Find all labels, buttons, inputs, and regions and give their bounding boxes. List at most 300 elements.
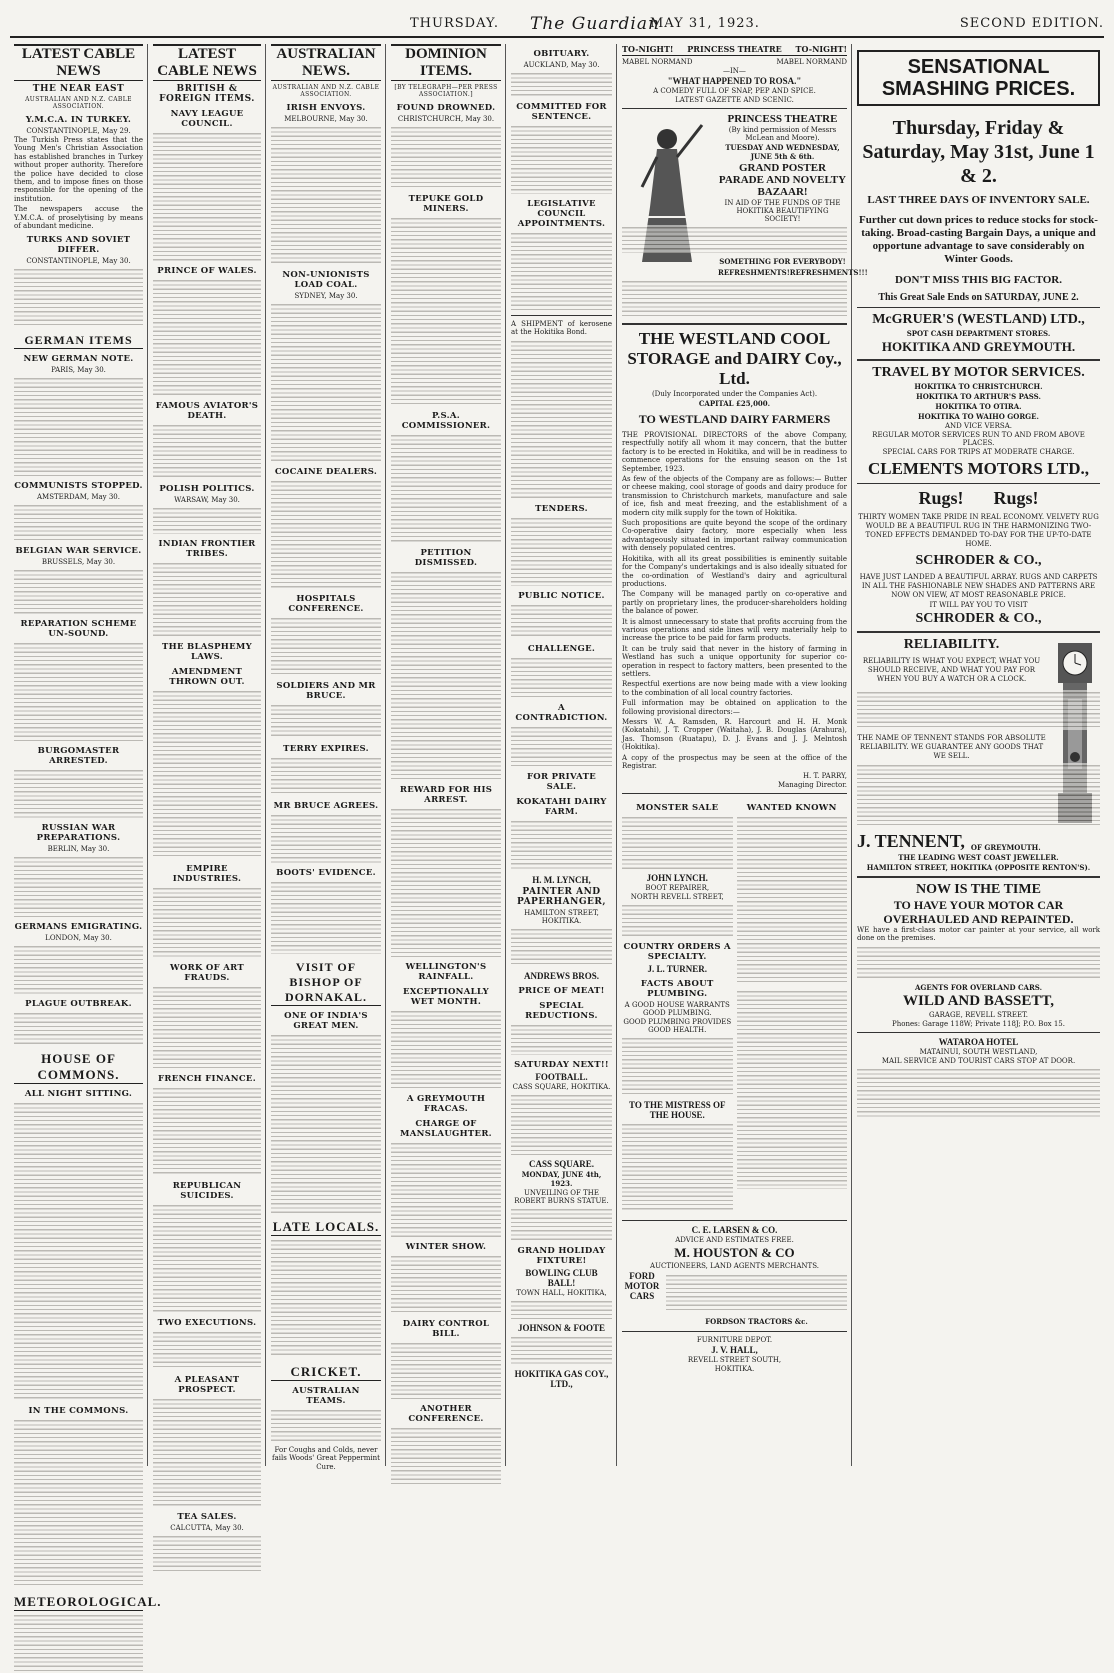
headline-greymouth-fracas: A GREYMOUTH FRACAS. bbox=[406, 1094, 486, 1114]
headline-wellington-rainfall: WELLINGTON'S RAINFALL. bbox=[405, 962, 487, 982]
dateline: PARIS, May 30. bbox=[51, 366, 106, 375]
headline-india-great-men: ONE OF INDIA'S GREAT MEN. bbox=[284, 1011, 368, 1031]
wanted-known: WANTED KNOWN bbox=[746, 803, 837, 814]
article-text-block bbox=[153, 1203, 261, 1313]
dateline: AUCKLAND, May 30. bbox=[523, 61, 600, 69]
headline-amendment: AMENDMENT THROWN OUT. bbox=[169, 667, 245, 687]
to-westland-farmers: TO WESTLAND DAIRY FARMERS bbox=[638, 412, 831, 426]
masthead-day: THURSDAY. bbox=[410, 16, 499, 31]
vice-versa: AND VICE VERSA. bbox=[944, 422, 1013, 430]
dont-miss: DON'T MISS THIS BIG FACTOR. bbox=[895, 274, 1062, 286]
article-text-block bbox=[14, 267, 143, 327]
article-text-block bbox=[153, 1086, 261, 1176]
price-of-meat: PRICE OF MEAT! bbox=[518, 985, 605, 996]
classified-ads-block bbox=[511, 927, 612, 967]
divider bbox=[857, 483, 1100, 484]
tennent-address: HAMILTON STREET, HOKITIKA (OPPOSITE RENTON'S). bbox=[866, 863, 1091, 872]
banner-latest-cable-news: LATEST CABLE NEWS bbox=[153, 44, 261, 81]
rugs-thirty: THIRTY WOMEN TAKE PRIDE IN REAL ECONOMY. VELVETY RUG WOULD BE A BEAUTIFUL RUG IN THE HARMONIZING TWO-TONED EFFECTS DEMANDED TO-DAY FOR THE UP-TO-DATE HOME. bbox=[858, 513, 1099, 548]
film-comedy: A COMEDY FULL OF SNAP, PEP AND SPICE. bbox=[653, 87, 816, 95]
headline-two-executions: TWO EXECUTIONS. bbox=[157, 1318, 257, 1328]
bazaar-aid: IN AID OF THE FUNDS OF THE HOKITIKA BEAUTIFYING SOCIETY! bbox=[724, 199, 841, 223]
headline-wet-month: EXCEPTIONALLY WET MONTH. bbox=[402, 987, 489, 1007]
column-latest-cable-near-east bbox=[10, 44, 162, 1610]
headline-indian-frontier: INDIAN FRONTIER TRIBES. bbox=[158, 539, 256, 559]
tennent-details bbox=[857, 690, 1100, 730]
princess-bazaar-title: PRINCESS THEATRE bbox=[727, 113, 838, 125]
dateline: MELBOURNE, May 30. bbox=[284, 115, 368, 123]
article-text: The newspapers accuse the Y.M.C.A. of proselytising by means of abundant medicine. bbox=[14, 205, 143, 231]
westland-incorporated: (Duly Incorporated under the Companies Act). bbox=[651, 390, 818, 398]
wataroa-hotel: WATAROA HOTEL bbox=[938, 1036, 1019, 1047]
article-text-block bbox=[153, 131, 261, 261]
headline-french-finance: FRENCH FINANCE. bbox=[158, 1074, 256, 1084]
banner-house-of-commons: HOUSE OF COMMONS. bbox=[14, 1051, 143, 1084]
headline-terry: TERRY EXPIRES. bbox=[283, 744, 369, 754]
bowling-club-ball: BOWLING CLUB BALL! bbox=[525, 1267, 598, 1288]
larsen-co: C. E. LARSEN & CO. bbox=[691, 1225, 778, 1236]
jl-turner: J. L. TURNER. bbox=[647, 964, 708, 975]
schroder-co-2: SCHRODER & CO., bbox=[915, 611, 1042, 626]
prospectus-paragraph: Hokitika, with all its great possibilities is eminently suitable for the Company's undertakings and is also ideally situated for the co-ordination of Westland's dairy and agricultural productions. bbox=[622, 554, 847, 588]
ford-ad bbox=[622, 1271, 847, 1327]
article-text-block bbox=[271, 1033, 381, 1213]
ford-block bbox=[622, 1271, 662, 1327]
divider bbox=[857, 307, 1100, 308]
tennent-name-row bbox=[857, 831, 1100, 852]
mcgruers: McGRUER'S (WESTLAND) LTD., bbox=[872, 312, 1085, 327]
hokitika-gas-coy: HOKITIKA GAS COY., LTD., bbox=[514, 1368, 609, 1389]
classified-ads-block bbox=[511, 725, 612, 767]
article-text-block bbox=[271, 1408, 381, 1442]
divider bbox=[622, 108, 847, 109]
tennent-name: J. TENNENT, bbox=[857, 831, 965, 851]
monday-june-4: MONDAY, JUNE 4th, 1923. bbox=[521, 1169, 602, 1188]
article-text-block bbox=[391, 1009, 501, 1089]
article-text-block bbox=[511, 71, 612, 97]
prospectus-paragraph: The Company will be managed partly on co-operative and partly on proprietary lines, the producer-shareholders holding the balance of power. bbox=[622, 590, 847, 616]
headline-reparation: REPARATION SCHEME UN-SOUND. bbox=[20, 619, 137, 640]
special-reductions: SPECIAL REDUCTIONS. bbox=[525, 1000, 598, 1021]
houston-co: M. HOUSTON & CO bbox=[674, 1245, 795, 1261]
divider bbox=[622, 1331, 847, 1332]
refreshments-right: REFRESHMENTS!!! bbox=[789, 268, 868, 277]
classified-ads-block bbox=[622, 1036, 733, 1096]
divider bbox=[622, 323, 847, 325]
banner-meteorological: METEOROLOGICAL. bbox=[14, 1594, 162, 1610]
route-christchurch: HOKITIKA TO CHRISTCHURCH. bbox=[914, 382, 1043, 391]
masthead bbox=[10, 14, 1104, 38]
princess-theatre-title: PRINCESS THEATRE bbox=[687, 44, 782, 54]
peppermint-cure-ad: For Coughs and Colds, never fails Woods' Great Peppermint Cure. bbox=[272, 1446, 380, 1471]
headline-germans-emigrating: GERMANS EMIGRATING. bbox=[14, 922, 143, 933]
article-text-block bbox=[14, 1101, 143, 1401]
lower-ads-right bbox=[737, 798, 848, 1216]
article-text-block bbox=[153, 561, 261, 637]
article-text-block bbox=[391, 1254, 501, 1314]
theatre-bar bbox=[622, 44, 847, 56]
banner-dominion-items: DOMINION ITEMS. bbox=[391, 44, 501, 81]
prospectus-paragraph: It is almost unnecessary to state that profits accruing from the various operations and side lines will very materially help to increase the price to be paid for farm products. bbox=[622, 617, 847, 643]
banner-latest-cable-news: LATEST CABLE NEWS bbox=[14, 44, 143, 81]
article-text-block bbox=[391, 125, 501, 189]
article-text-block bbox=[14, 503, 143, 541]
schroder-co: SCHRODER & CO., bbox=[915, 553, 1042, 568]
article-text-block bbox=[153, 278, 261, 396]
boot-repairer: BOOT REPAIRER, bbox=[645, 884, 710, 893]
headline-australian-teams: AUSTRALIAN TEAMS. bbox=[292, 1386, 360, 1406]
headline-winter-show: WINTER SHOW. bbox=[405, 1242, 487, 1252]
headline-russian: RUSSIAN WAR PREPARATIONS. bbox=[36, 823, 121, 844]
article-text-block bbox=[14, 944, 143, 994]
column-advertisements-centre bbox=[618, 44, 868, 1466]
jv-hall: J. V. HALL, bbox=[711, 1345, 758, 1356]
classified-ads-block bbox=[511, 1335, 612, 1365]
refreshments-row bbox=[718, 268, 868, 277]
classified-ads-block bbox=[511, 1207, 612, 1241]
cars-label: CARS bbox=[629, 1291, 655, 1302]
headline-aviator-death: FAMOUS AVIATOR'S DEATH. bbox=[155, 401, 259, 421]
heading-kokatahi-farm: KOKATAHI DAIRY FARM. bbox=[516, 796, 607, 817]
lynch-painter-name: H. M. LYNCH, bbox=[532, 874, 591, 885]
classified-ads-block bbox=[511, 1093, 612, 1155]
tennent-details bbox=[857, 763, 1100, 827]
headline-burgomaster: BURGOMASTER ARRESTED. bbox=[37, 746, 120, 767]
special-cars: SPECIAL CARS FOR TRIPS AT MODERATE CHARGE. bbox=[882, 448, 1075, 456]
last-three-days: LAST THREE DAYS OF INVENTORY SALE. bbox=[867, 194, 1090, 206]
tonight-right: TO-NIGHT! bbox=[795, 44, 847, 54]
article-text-block bbox=[153, 506, 261, 534]
classified-ads-block bbox=[622, 903, 733, 937]
article-text-block bbox=[391, 807, 501, 957]
article-text-block bbox=[391, 570, 501, 780]
headline-petition-dismissed: PETITION DISMISSED. bbox=[414, 548, 478, 568]
ford-details bbox=[666, 1271, 847, 1327]
headline-polish-politics: POLISH POLITICS. bbox=[159, 484, 255, 494]
headline-boots-evidence: BOOTS' EVIDENCE. bbox=[276, 868, 376, 878]
larsen-advice: ADVICE AND ESTIMATES FREE. bbox=[675, 1236, 794, 1245]
dateline: BRUSSELS, May 30. bbox=[41, 558, 116, 567]
saturday-next: SATURDAY NEXT!! bbox=[514, 1059, 609, 1070]
furniture-depot: FURNITURE DEPOT. bbox=[696, 1336, 773, 1345]
section-german-items: GERMAN ITEMS bbox=[14, 333, 143, 349]
john-lynch: JOHN LYNCH. bbox=[646, 873, 708, 884]
headline-tea-sales: TEA SALES. bbox=[177, 1512, 237, 1522]
divider bbox=[857, 631, 1100, 633]
column-british-foreign bbox=[149, 44, 266, 1532]
heading-private-sale: FOR PRIVATE SALE. bbox=[526, 771, 597, 792]
article-text-block bbox=[153, 423, 261, 479]
film-title: "WHAT HAPPENED TO ROSA." bbox=[667, 76, 802, 86]
westland-capital: CAPITAL £25,000. bbox=[698, 399, 771, 408]
rugs-right: Rugs! bbox=[993, 488, 1039, 508]
article-text-block bbox=[271, 813, 381, 863]
press-association: [BY TELEGRAPH—PER PRESS ASSOCIATION.] bbox=[394, 84, 498, 98]
article-text-block bbox=[14, 855, 143, 917]
classified-shipment: A SHIPMENT of kerosene at the Hokitika Bond. bbox=[511, 320, 612, 337]
headline-dairy-control: DAIRY CONTROL BILL. bbox=[402, 1319, 490, 1339]
something-for-everybody: SOMETHING FOR EVERYBODY! bbox=[719, 257, 846, 266]
dateline: CONSTANTINOPLE, May 29. bbox=[26, 127, 131, 135]
article-text-block bbox=[153, 1534, 261, 1574]
banner-late-locals: LATE LOCALS. bbox=[272, 1219, 380, 1234]
article-text-block bbox=[271, 703, 381, 739]
hokitika-greymouth: HOKITIKA AND GREYMOUTH. bbox=[881, 339, 1076, 354]
divider bbox=[622, 1220, 847, 1221]
bazaar-permission: (By kind permission of Messrs McLean and Moore). bbox=[728, 126, 837, 142]
garage-revell: GARAGE, REVELL STREET. bbox=[928, 1010, 1028, 1019]
agents-overland: AGENTS FOR OVERLAND CARS. bbox=[914, 982, 1043, 992]
reliability-heading: RELIABILITY. bbox=[903, 637, 1000, 652]
headline-art-frauds: WORK OF ART FRAUDS. bbox=[170, 963, 244, 983]
divider bbox=[622, 793, 847, 794]
column-australian-news bbox=[267, 44, 386, 1471]
film-gazette: LATEST GAZETTE AND SCENIC. bbox=[675, 96, 794, 104]
headline-turks-soviet: TURKS AND SOVIET DIFFER. bbox=[26, 235, 131, 256]
article-text-block bbox=[14, 1418, 143, 1588]
dateline: LONDON, May 30. bbox=[45, 934, 112, 943]
north-revell-street: NORTH REVELL STREET, bbox=[630, 893, 724, 902]
headline-all-night: ALL NIGHT SITTING. bbox=[24, 1089, 133, 1100]
headline-belgian: BELGIAN WAR SERVICE. bbox=[15, 546, 142, 557]
good-house-plumbing: A GOOD HOUSE WARRANTS GOOD PLUMBING. bbox=[624, 1001, 730, 1018]
headline-in-commons: IN THE COMMONS. bbox=[28, 1406, 129, 1417]
theatre-stars bbox=[622, 58, 847, 66]
monster-sale: MONSTER SALE bbox=[636, 803, 719, 814]
headline-pleasant-prospect: A PLEASANT PROSPECT. bbox=[174, 1375, 240, 1395]
article-text-block bbox=[153, 886, 261, 958]
bazaar-details bbox=[622, 225, 847, 253]
article-text-block bbox=[271, 880, 381, 954]
article-text-block bbox=[511, 124, 612, 194]
headline-empire-industries: EMPIRE INDUSTRIES. bbox=[172, 864, 242, 884]
masthead-date: MAY 31, 1923. bbox=[650, 16, 760, 31]
headline-manslaughter: CHARGE OF MANSLAUGHTER. bbox=[400, 1119, 492, 1139]
article-text-block bbox=[511, 231, 612, 311]
phones: Phones: Garage 118W; Private 118J; P.O. Box 15. bbox=[892, 1019, 1065, 1028]
provisional-directors: Messrs W. A. Ramsden, R. Harcourt and H. H. Monk (Kokatahi), J. T. Cropper (Waitaha), J. B. Douglas (Arahura), Jas. Thomson (Ruatapu), D. J. Evans and J. J. Melntosh (Hokitika). bbox=[622, 718, 847, 752]
pay-to-visit: IT WILL PAY YOU TO VISIT bbox=[929, 601, 1028, 609]
rugs-left: Rugs! bbox=[918, 488, 964, 508]
classified-ads-block bbox=[511, 819, 612, 871]
johnson-foote: JOHNSON & FOOTE bbox=[517, 1322, 605, 1333]
wataroa-location: MATAINUI, SOUTH WESTLAND, bbox=[919, 1047, 1038, 1056]
dateline: CHRISTCHURCH, May 30. bbox=[397, 115, 495, 123]
headline-cocaine: COCAINE DEALERS. bbox=[274, 467, 378, 477]
theatre-in: —IN— bbox=[723, 67, 746, 75]
headline-committed: COMMITTED FOR SENTENCE. bbox=[516, 102, 607, 122]
westland-cool-storage-title: THE WESTLAND COOL STORAGE and DAIRY Coy., Ltd. bbox=[627, 329, 842, 388]
andrews-bros: ANDREWS BROS. bbox=[523, 970, 599, 981]
mistress-of-house: TO THE MISTRESS OF THE HOUSE. bbox=[629, 1100, 726, 1121]
cable-association: AUSTRALIAN AND N.Z. CABLE ASSOCIATION. bbox=[25, 96, 132, 110]
leading-jeweller: THE LEADING WEST COAST JEWELLER. bbox=[898, 853, 1059, 862]
column-advertisements-right bbox=[853, 44, 1104, 1466]
article-text-block bbox=[14, 376, 143, 476]
headline-reward-arrest: REWARD FOR HIS ARREST. bbox=[399, 785, 493, 805]
clements-motors: CLEMENTS MOTORS LTD., bbox=[867, 459, 1090, 478]
classified-ads-block bbox=[511, 339, 612, 499]
headline-ymca: Y.M.C.A. IN TURKEY. bbox=[25, 115, 132, 125]
parry-name: H. T. PARRY, bbox=[802, 772, 847, 781]
sensational-prices-heading: SENSATIONAL SMASHING PRICES. bbox=[857, 50, 1100, 106]
grand-holiday-fixture: GRAND HOLIDAY FIXTURE! bbox=[517, 1245, 606, 1266]
tennent-guarantee: THE NAME OF TENNENT STANDS FOR ABSOLUTE RELIABILITY. WE GUARANTEE ANY GOODS THAT WE SELL. bbox=[857, 734, 1046, 760]
prospectus-copy: A copy of the prospectus may be seen at the office of the Registrar. bbox=[622, 753, 847, 771]
sale-ends: This Great Sale Ends on SATURDAY, JUNE 2. bbox=[878, 292, 1079, 303]
classified-ads-block bbox=[511, 656, 612, 698]
overhauled-repainted: TO HAVE YOUR MOTOR CAR OVERHAULED AND REPAINTED. bbox=[883, 898, 1074, 926]
article-text-block bbox=[271, 756, 381, 796]
column-dominion-items bbox=[387, 44, 506, 1466]
rugs-heading bbox=[857, 488, 1100, 509]
grand-poster-parade: GRAND POSTER PARADE AND NOVELTY BAZAAR! bbox=[718, 162, 847, 198]
route-waiho-gorge: HOKITIKA TO WAIHO GORGE. bbox=[918, 412, 1039, 421]
headline-council-appointments: LEGISLATIVE COUNCIL APPOINTMENTS. bbox=[517, 199, 606, 229]
dateline: CONSTANTINOPLE, May 30. bbox=[26, 257, 131, 266]
dateline: AMSTERDAM, May 30. bbox=[36, 493, 120, 502]
refreshments-left: REFRESHMENTS! bbox=[718, 268, 790, 277]
prospectus-paragraph: Such propositions are quite beyond the scope of the ordinary Co-operative dairy factory, more especially when less advantageously situated in important railway communication with densely populated centres. bbox=[622, 519, 847, 553]
article-text-block bbox=[14, 641, 143, 741]
mail-service: MAIL SERVICE AND TOURIST CARS STOP AT DOOR. bbox=[881, 1056, 1076, 1065]
headline-prince-of-wales: PRINCE OF WALES. bbox=[157, 266, 257, 276]
route-arthurs-pass: HOKITIKA TO ARTHUR'S PASS. bbox=[916, 392, 1041, 401]
headline-tepuke: TEPUKE GOLD MINERS. bbox=[408, 194, 484, 214]
article-text-block bbox=[271, 616, 381, 676]
classified-ads-block bbox=[737, 989, 848, 1189]
facts-plumbing: FACTS ABOUT PLUMBING. bbox=[640, 979, 714, 1000]
article-text-block bbox=[391, 1426, 501, 1486]
classified-ads-block bbox=[737, 815, 848, 985]
headline-visit-bishop: VISIT OF BISHOP OF DORNAKAL. bbox=[271, 960, 381, 1006]
headline-found-drowned: FOUND DROWNED. bbox=[396, 103, 496, 113]
lynch-painter-address: HAMILTON STREET, HOKITIKA. bbox=[524, 908, 599, 925]
lower-ads-left bbox=[622, 798, 733, 1216]
article-text-block bbox=[391, 216, 501, 406]
classified-ads-block bbox=[511, 516, 612, 586]
town-hall-hokitika: TOWN HALL, HOKITIKA, bbox=[516, 1288, 607, 1297]
article-text-block bbox=[14, 1613, 143, 1673]
dateline: CALCUTTA, May 30. bbox=[170, 1524, 244, 1532]
classified-ads-block bbox=[622, 1122, 733, 1212]
country-orders: COUNTRY ORDERS A SPECIALTY. bbox=[623, 942, 731, 963]
star-right: MABEL NORMAND bbox=[776, 58, 847, 66]
classified-ads-block bbox=[511, 603, 612, 639]
article-text: The Turkish Press states that the Young Men's Christian Association has established branches in Turkey without proper authority. Therefore the police have decided to close them, and to impose fines on those responsible for the opening of the institution. bbox=[14, 136, 143, 203]
fordson-tractors: FORDSON TRACTORS &c. bbox=[705, 1317, 808, 1327]
section-near-east: THE NEAR EAST bbox=[32, 84, 125, 94]
article-text-block bbox=[153, 1397, 261, 1507]
prospectus-paragraph: Full information may be obtained on application to the following provisional directors:— bbox=[622, 699, 847, 716]
headline-another-conference: ANOTHER CONFERENCE. bbox=[408, 1404, 484, 1424]
princess-bazaar-ad bbox=[622, 113, 868, 319]
headline-republican-suicides: REPUBLICAN SUICIDES. bbox=[172, 1181, 242, 1201]
headline-plague: PLAGUE OUTBREAK. bbox=[25, 999, 132, 1010]
houston-trade: AUCTIONEERS, LAND AGENTS MERCHANTS. bbox=[650, 1262, 819, 1271]
article-text-block bbox=[271, 302, 381, 462]
cass-square: CASS SQUARE. bbox=[528, 1158, 595, 1169]
reliability-text: RELIABILITY IS WHAT YOU EXPECT, WHAT YOU SHOULD RECEIVE, AND WHAT YOU PAY FOR WHEN YOU BUY A WATCH OR A CLOCK. bbox=[862, 657, 1041, 683]
article-text-block bbox=[391, 1141, 501, 1237]
headline-psa-commissioner: P.S.A. COMMISSIONER. bbox=[401, 411, 491, 431]
painter-service: WE have a first-class motor car painter at your service, all work done on the premises. bbox=[857, 926, 1100, 943]
article-text-block bbox=[153, 985, 261, 1069]
football-heading: FOOTBALL. bbox=[535, 1071, 588, 1082]
tonight-left: TO-NIGHT! bbox=[622, 44, 674, 54]
article-text-block bbox=[271, 479, 381, 589]
classified-ads-block bbox=[666, 1273, 847, 1313]
now-is-the-time: NOW IS THE TIME bbox=[916, 882, 1041, 897]
divider bbox=[857, 1032, 1100, 1033]
article-text-block bbox=[271, 1238, 381, 1358]
headline-communists: COMMUNISTS STOPPED. bbox=[14, 481, 143, 492]
wild-bassett: WILD AND BASSETT, bbox=[902, 992, 1055, 1009]
article-text-block bbox=[14, 1011, 143, 1045]
dateline: SYDNEY, May 30. bbox=[294, 292, 358, 300]
heading-public-notice: PUBLIC NOTICE. bbox=[518, 590, 605, 601]
tennent-greymouth: OF GREYMOUTH. bbox=[970, 843, 1041, 852]
headline-non-unionists: NON-UNIONISTS LOAD COAL. bbox=[282, 270, 370, 290]
dateline: BERLIN, May 30. bbox=[47, 845, 110, 854]
headline-blasphemy: THE BLASPHEMY LAWS. bbox=[162, 642, 252, 662]
heading-challenge: CHALLENGE. bbox=[527, 643, 596, 654]
garage-details bbox=[857, 945, 1100, 979]
article-text-block bbox=[391, 1341, 501, 1399]
cable-association: AUSTRALIAN AND N.Z. CABLE ASSOCIATION. bbox=[272, 84, 380, 98]
regular-services: REGULAR MOTOR SERVICES RUN TO AND FROM ABOVE PLACES. bbox=[872, 431, 1085, 447]
heading-contradiction: A CONTRADICTION. bbox=[515, 702, 608, 723]
hotel-details bbox=[857, 1067, 1100, 1117]
route-otira: HOKITIKA TO OTIRA. bbox=[935, 402, 1022, 411]
classified-ads-block bbox=[511, 1299, 612, 1319]
article-text-block bbox=[271, 125, 381, 265]
dateline: WARSAW, May 30. bbox=[174, 496, 240, 504]
cass-square-hokitika: CASS SQUARE, HOKITIKA. bbox=[512, 1082, 611, 1091]
unveiling-burns-statue: UNVEILING OF THE ROBERT BURNS STATUE. bbox=[514, 1188, 609, 1205]
divider bbox=[857, 876, 1100, 878]
section-british-foreign: BRITISH & FOREIGN ITEMS. bbox=[159, 84, 255, 104]
article-text-block bbox=[14, 768, 143, 818]
further-cut-down: Further cut down prices to reduce stocks for stock-taking. Broad-casting Bargain Days, a unique and opportune advantage to save considerably on Winter Goods. bbox=[859, 214, 1098, 265]
bazaar-days: TUESDAY AND WEDNESDAY, JUNE 5th & 6th. bbox=[725, 143, 840, 161]
headline-bruce-agrees: MR BRUCE AGREES. bbox=[273, 801, 379, 811]
prospectus-paragraph: Respectful exertions are now being made with a view looking to the combination of all local country factories. bbox=[622, 680, 847, 697]
prospectus-paragraph: As few of the objects of the Company are as follows:— Butter or cheese making, cool storage of goods and dairy produce for transmission to Christchurch markets, manufacture and sale of ice, fish and meat freezing, and the establishment of a modern city milk supply for the town of Hokitika. bbox=[622, 475, 847, 517]
good-plumbing-health: GOOD PLUMBING PROVIDES GOOD HEALTH. bbox=[623, 1018, 732, 1035]
masthead-edition: SECOND EDITION. bbox=[959, 16, 1104, 31]
tennent-ad bbox=[857, 637, 1100, 872]
article-text-block bbox=[153, 1330, 261, 1370]
lynch-painter-trade: PAINTER AND PAPERHANGER, bbox=[516, 886, 607, 907]
headline-obituary: OBITUARY. bbox=[533, 49, 590, 59]
sale-days: Thursday, Friday & Saturday, May 31st, June 1 & 2. bbox=[862, 117, 1095, 187]
banner-cricket: CRICKET. bbox=[271, 1364, 381, 1381]
prospectus-paragraph: It can be truly said that never in the history of farming in Westland has such a unique opportunity for superior co-operation in respect to factory matters, been presented to the settlers. bbox=[622, 644, 847, 678]
motor-label: MOTOR bbox=[624, 1281, 660, 1292]
headline-hospitals: HOSPITALS CONFERENCE. bbox=[288, 594, 364, 614]
headline-navy-league: NAVY LEAGUE COUNCIL. bbox=[170, 109, 244, 129]
divider bbox=[511, 315, 612, 316]
prospectus-paragraph: THE PROVISIONAL DIRECTORS of the above Company, respectfully notify all whom it may concern, that the butter factory is to be erected in Hokitika, and will be in readiness to commence operations for the ensuing season on the 1st September, 1923. bbox=[622, 431, 847, 473]
heading-tenders: TENDERS. bbox=[535, 503, 588, 514]
article-text-block bbox=[391, 433, 501, 543]
banner-australian-news: AUSTRALIAN NEWS. bbox=[271, 44, 381, 81]
parry-role: Managing Director. bbox=[777, 781, 847, 790]
column-local-notices bbox=[507, 44, 617, 1466]
classified-ads-block bbox=[622, 815, 733, 869]
article-text-block bbox=[14, 568, 143, 614]
